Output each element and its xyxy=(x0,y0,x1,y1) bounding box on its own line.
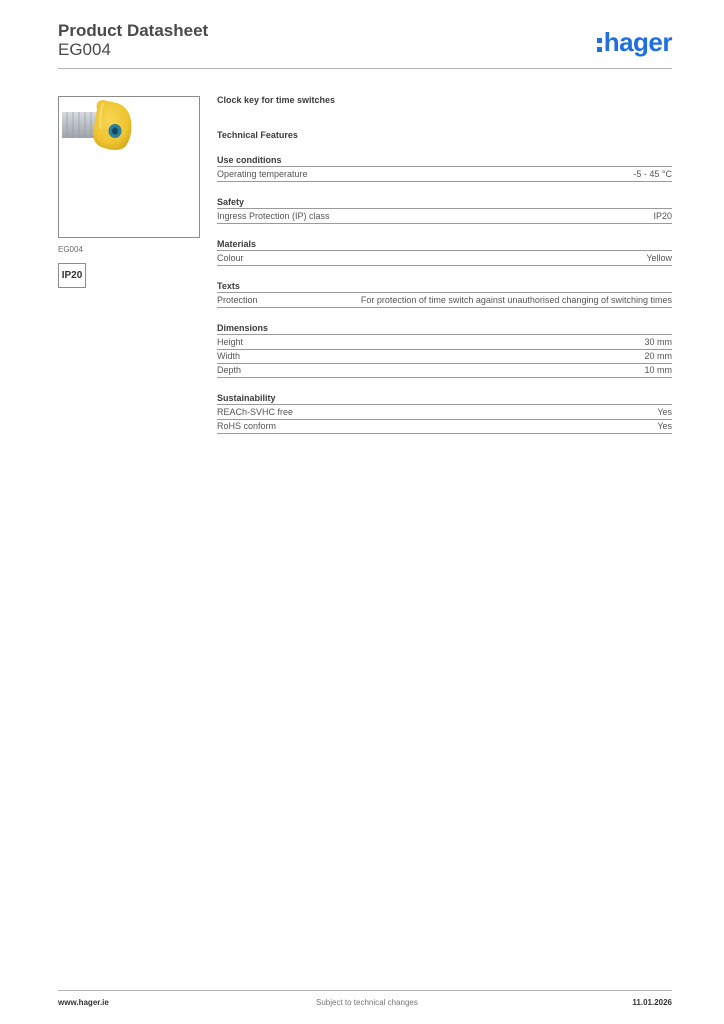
spec-row xyxy=(217,336,672,350)
spec-value: 20 mm xyxy=(644,351,672,361)
spec-label: Protection xyxy=(217,295,258,305)
spec-row xyxy=(217,350,672,364)
spec-label: Height xyxy=(217,337,244,347)
header-divider xyxy=(58,68,672,69)
spec-value: For protection of time switch against unauthorised changing of switching times xyxy=(360,295,672,305)
spec-label: RoHS conform xyxy=(217,421,277,431)
section-use-conditions xyxy=(217,154,672,182)
header xyxy=(58,22,208,60)
clock-key-image-icon xyxy=(59,97,199,237)
section-title: Texts xyxy=(217,280,672,293)
spec-label: Ingress Protection (IP) class xyxy=(217,211,330,221)
technical-content xyxy=(217,95,672,448)
spec-value: Yes xyxy=(657,407,672,417)
footer-note: Subject to technical changes xyxy=(316,998,418,1007)
page-title: Product Datasheet xyxy=(58,21,209,40)
spec-row xyxy=(217,420,672,434)
product-description: Clock key for time switches xyxy=(217,95,336,105)
section-title: Sustainability xyxy=(217,392,672,405)
logo-text: hager xyxy=(603,27,672,57)
footer-divider xyxy=(58,990,672,991)
footer-url-link[interactable]: www.hager.ie xyxy=(58,998,109,1007)
section-safety xyxy=(217,196,672,224)
section-texts xyxy=(217,280,672,308)
spec-label: Colour xyxy=(217,253,244,263)
spec-row xyxy=(217,168,672,182)
spec-value: 10 mm xyxy=(644,365,672,375)
section-dimensions xyxy=(217,322,672,378)
section-title: Safety xyxy=(217,196,672,209)
spec-value: -5 - 45 °C xyxy=(633,169,672,179)
section-title: Use conditions xyxy=(217,154,672,167)
spec-row xyxy=(217,406,672,420)
spec-value: Yes xyxy=(657,421,672,431)
section-title: Materials xyxy=(217,238,672,251)
spec-label: Operating temperature xyxy=(217,169,308,179)
spec-value: 30 mm xyxy=(644,337,672,347)
footer-date: 11.01.2026 xyxy=(632,998,672,1007)
spec-row xyxy=(217,252,672,266)
section-sustainability xyxy=(217,392,672,434)
spec-label: REACh-SVHC free xyxy=(217,407,294,417)
spec-row xyxy=(217,364,672,378)
technical-features-title: Technical Features xyxy=(217,130,298,140)
spec-value: IP20 xyxy=(653,211,672,221)
spec-row xyxy=(217,210,672,224)
ip-rating-badge: IP20 xyxy=(58,263,86,288)
spec-row xyxy=(217,294,672,308)
section-materials xyxy=(217,238,672,266)
logo-dots-icon xyxy=(597,36,602,52)
spec-label: Width xyxy=(217,351,241,361)
section-title: Dimensions xyxy=(217,322,672,335)
product-code: EG004 xyxy=(58,40,111,59)
product-image xyxy=(58,96,200,238)
spec-value: Yellow xyxy=(646,253,672,263)
image-caption: EG004 xyxy=(58,245,83,254)
hager-logo[interactable] xyxy=(597,27,672,57)
spec-label: Depth xyxy=(217,365,242,375)
